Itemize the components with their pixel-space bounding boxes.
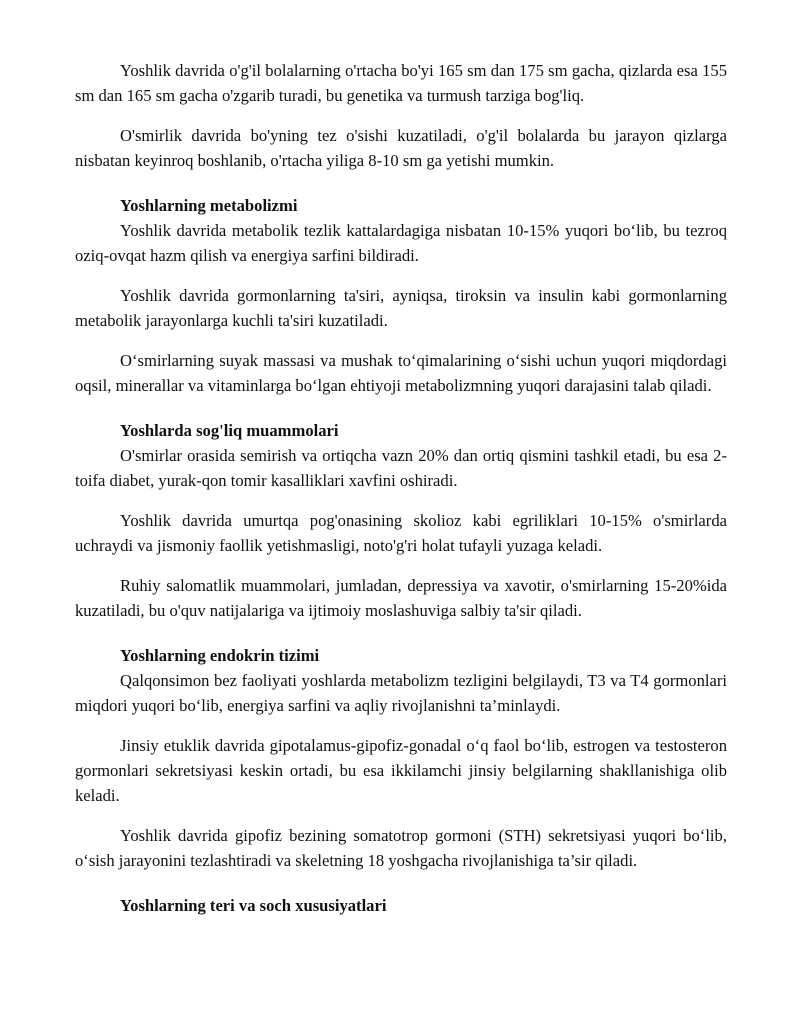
paragraph-scoliosis: Yoshlik davrida umurtqa pog'onasining skolioz kabi egriliklari 10-15% o'smirlarda uchraydi va jismoniy faollik yetishmasligi, noto'g'ri holat tufayli yuzaga keladi. <box>75 511 727 555</box>
paragraph-growth-spurt: O'smirlik davrida bo'yning tez o'sishi kuzatiladi, o'g'il bolalarda bu jarayon qizlarga nisbatan keyinroq boshlanib, o'rtacha yiliga 8-10 sm ga yetishi mumkin. <box>75 126 727 170</box>
document-body <box>75 58 727 918</box>
paragraph-hormone-effects: Yoshlik davrida gormonlarning ta'siri, ayniqsa, tiroksin va insulin kabi gormonlarning metabolik jarayonlarga kuchli ta'siri kuzatiladi. <box>75 286 727 330</box>
paragraph-puberty-hormones: Jinsiy etuklik davrida gipotalamus-gipofiz-gonadal o‘q faol bo‘lib, estrogen va testosteron gormonlari sekretsiyasi keskin ortadi, bu esa ikkilamchi jinsiy belgilarning shakllanishiga olib keladi. <box>75 736 727 805</box>
heading-metabolism: Yoshlarning metabolizmi <box>120 196 298 215</box>
heading-endocrine-system: Yoshlarning endokrin tizimi <box>120 646 320 665</box>
paragraph-thyroid: Qalqonsimon bez faoliyati yoshlarda metabolizm tezligini belgilaydi, T3 va T4 gormonlari miqdori yuqori bo‘lib, energiya sarfini va aqliy rivojlanishni ta’minlaydi. <box>75 671 727 715</box>
heading-skin-hair: Yoshlarning teri va soch xususiyatlari <box>120 896 387 915</box>
paragraph-metabolic-rate: Yoshlik davrida metabolik tezlik kattalardagiga nisbatan 10-15% yuqori bo‘lib, bu tezroq oziq-ovqat hazm qilish va energiya sarfini bildiradi. <box>75 221 727 265</box>
paragraph-mental-health: Ruhiy salomatlik muammolari, jumladan, depressiya va xavotir, o'smirlarning 15-20%ida kuzatiladi, bu o'quv natijalariga va ijtimoiy moslashuviga salbiy ta'sir qiladi. <box>75 576 727 620</box>
heading-health-problems: Yoshlarda sog'liq muammolari <box>120 421 339 440</box>
paragraph-height-averages: Yoshlik davrida o'g'il bolalarning o'rtacha bo'yi 165 sm dan 175 sm gacha, qizlarda esa 155 sm dan 165 sm gacha o'zgarib turadi, bu genetika va turmush tarziga bog'liq. <box>75 61 727 105</box>
paragraph-obesity: O'smirlar orasida semirish va ortiqcha vazn 20% dan ortiq qismini tashkil etadi, bu esa 2-toifa diabet, yurak-qon tomir kasalliklari xavfini oshiradi. <box>75 446 727 490</box>
paragraph-nutrient-needs: O‘smirlarning suyak massasi va mushak to‘qimalarining o‘sishi uchun yuqori miqdordagi oqsil, minerallar va vitaminlarga bo‘lgan ehtiyoji metabolizmning yuqori darajasini talab qiladi. <box>75 351 727 395</box>
paragraph-growth-hormone: Yoshlik davrida gipofiz bezining somatotrop gormoni (STH) sekretsiyasi yuqori bo‘lib, o‘sish jarayonini tezlashtiradi va skeletning 18 yoshgacha rivojlanishiga ta’sir qiladi. <box>75 826 727 870</box>
